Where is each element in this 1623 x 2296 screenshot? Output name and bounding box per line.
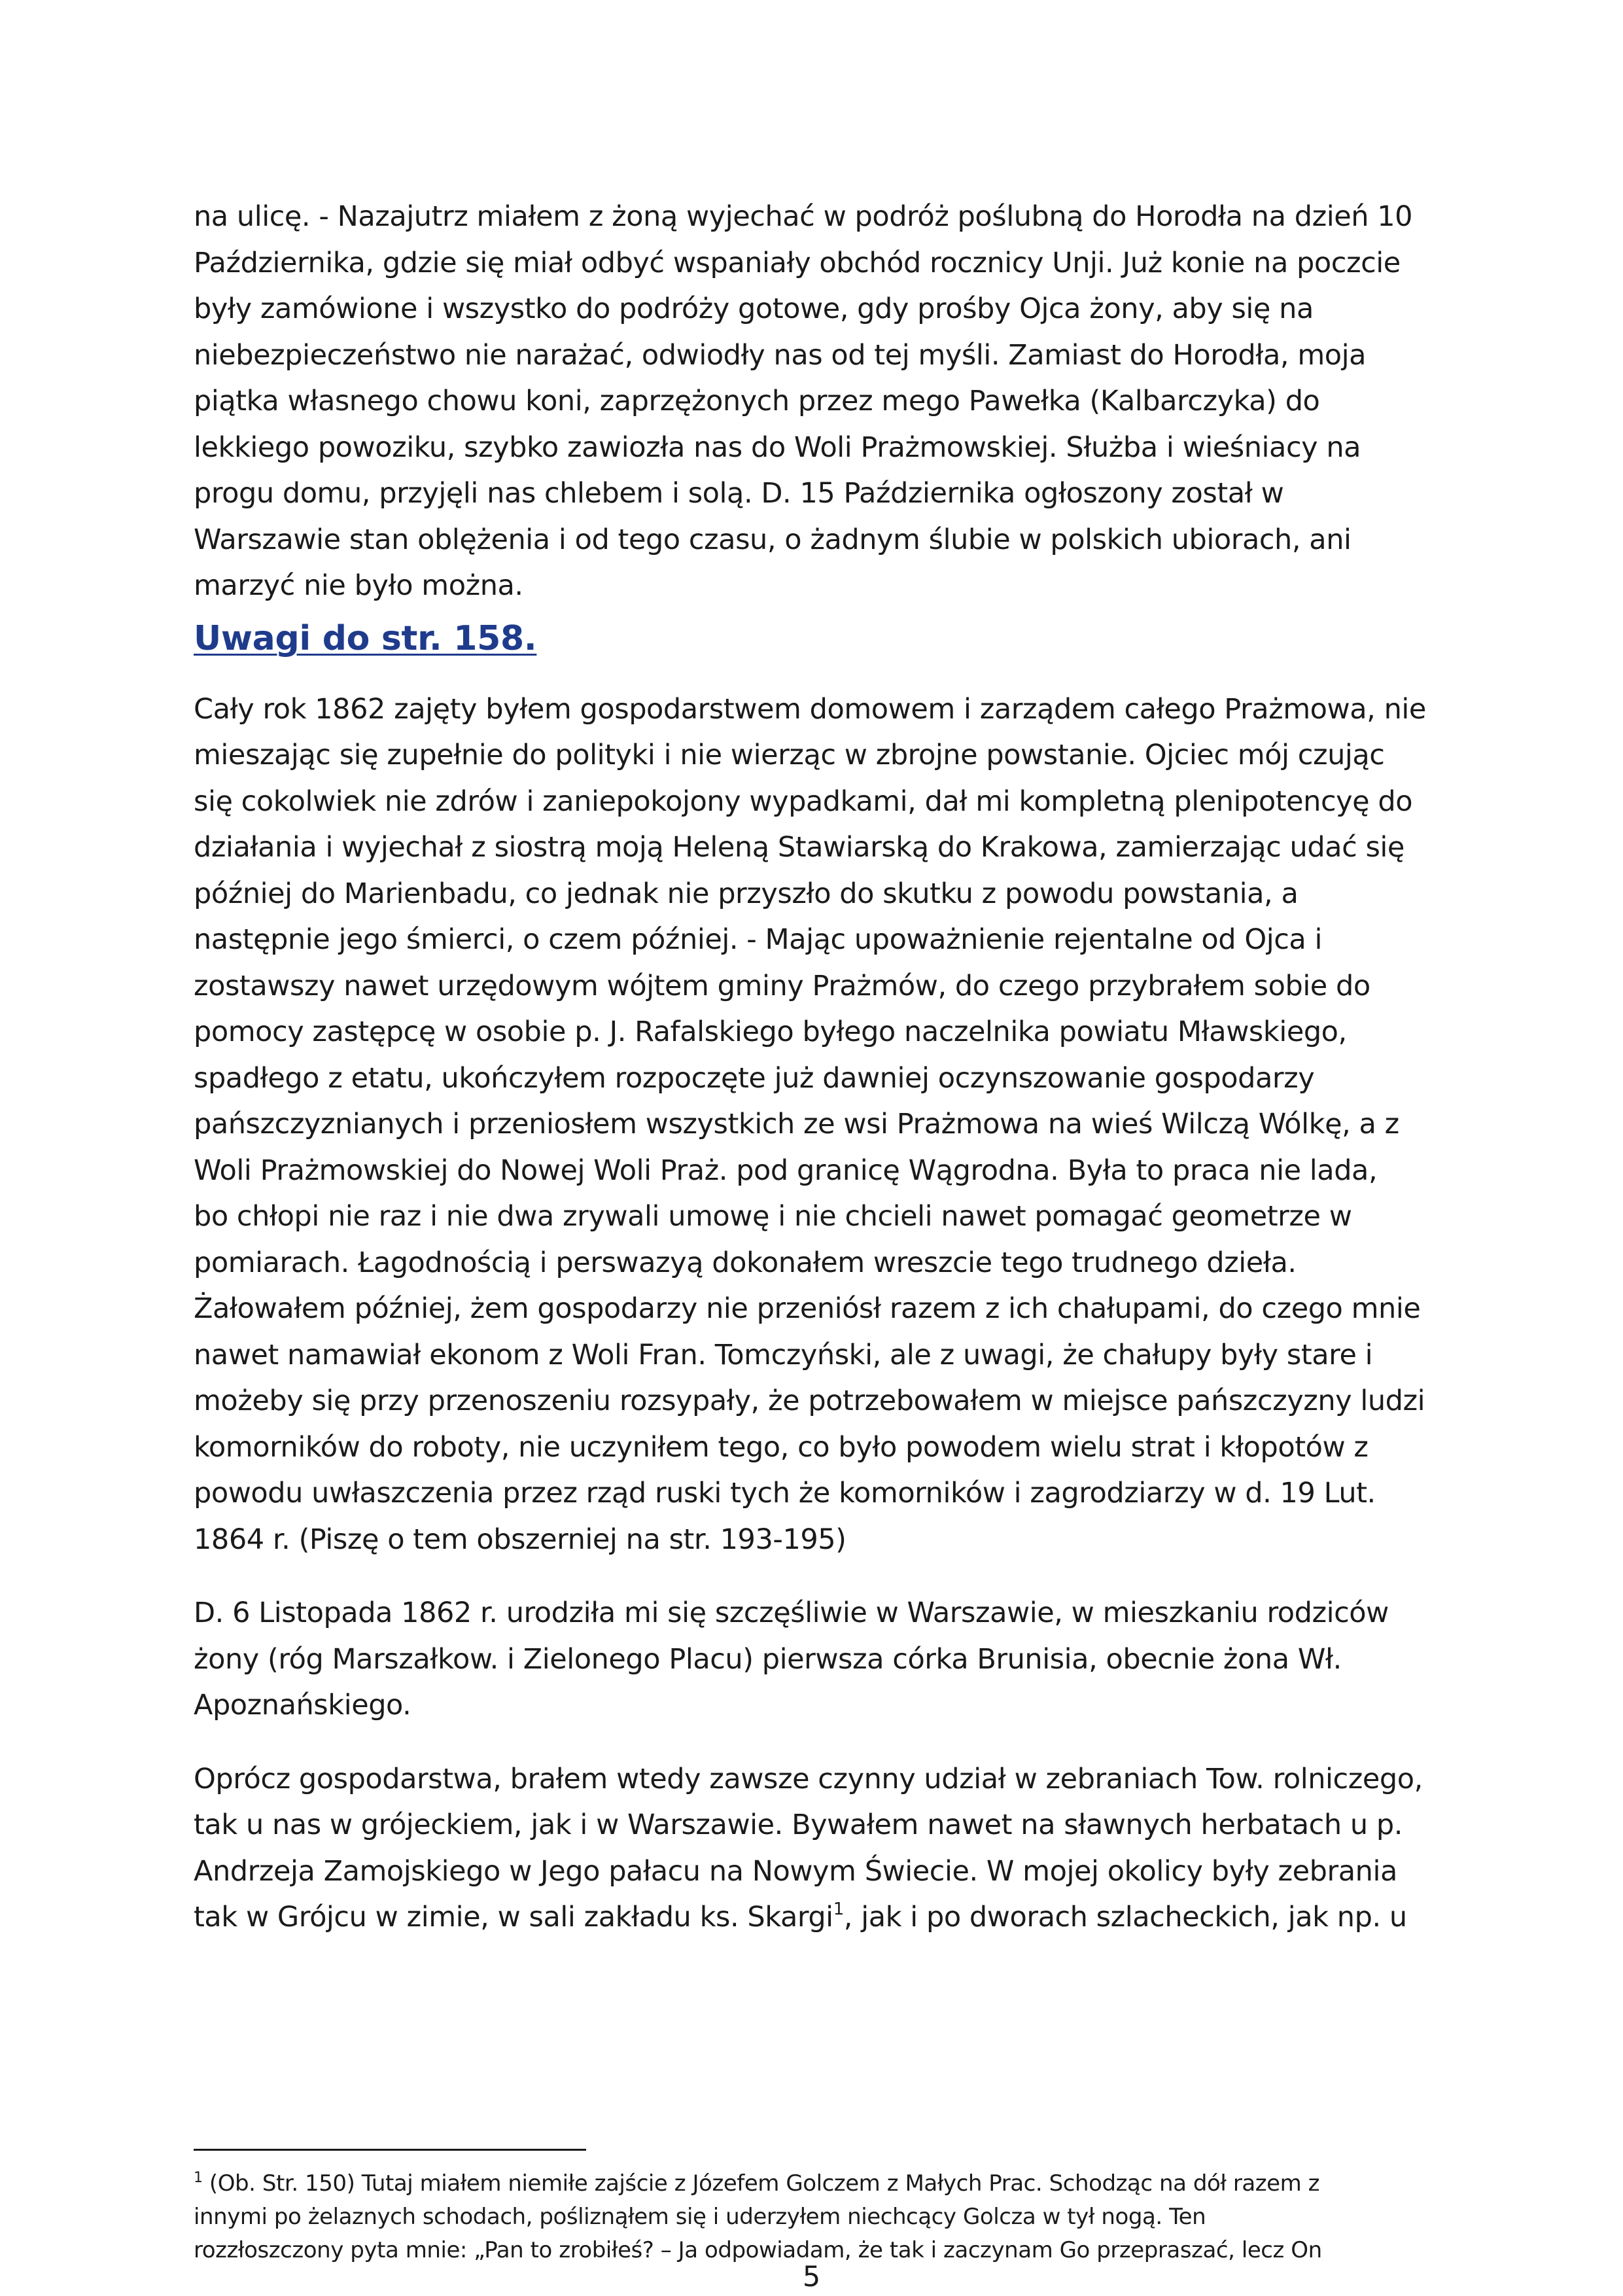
text-line: Cały rok 1862 zajęty byłem gospodarstwem domowem i zarządem całego Prażmowa, nie xyxy=(194,692,1426,726)
footnote-reference[interactable]: 1 xyxy=(833,1899,844,1919)
line-end: , jak i po dworach szlacheckich, jak np. u xyxy=(843,1901,1407,1934)
text-line: Woli Prażmowskiej do Nowej Woli Praż. pod granicę Wągrodna. Była to praca nie lada, xyxy=(194,1154,1378,1187)
text-line: Andrzeja Zamojskiego w Jego pałacu na Nowym Świecie. W mojej okolicy były zebrania xyxy=(194,1854,1397,1888)
text-line: marzyć nie było można. xyxy=(194,569,523,602)
paragraph-2 xyxy=(194,686,1437,1563)
text-line: lekkiego powoziku, szybko zawiozła nas do Woli Prażmowskiej. Służba i wieśniacy na xyxy=(194,431,1361,464)
footnote-line: rozzłoszczony pyta mnie: „Pan to zrobiłeś? – Ja odpowiadam, że tak i zaczynam Go przepraszać, lecz On xyxy=(194,2237,1322,2263)
text-line: bo chłopi nie raz i nie dwa zrywali umowę i nie chcieli nawet pomagać geometrze w xyxy=(194,1200,1352,1233)
text-line: się cokolwiek nie zdrów i zaniepokojony wypadkami, dał mi kompletną plenipotencyę do xyxy=(194,785,1413,818)
text-line: pomocy zastępcę w osobie p. J. Rafalskiego byłego naczelnika powiatu Mławskiego, xyxy=(194,1016,1347,1048)
section-heading-link[interactable]: Uwagi do str. 158. xyxy=(194,618,537,658)
text-line: piątka własnego chowu koni, zaprzężonych przez mego Pawełka (Kalbarczyka) do xyxy=(194,385,1320,417)
text-line: Warszawie stan oblężenia i od tego czasu, o żadnym ślubie w polskich ubiorach, ani xyxy=(194,523,1352,556)
footnote-line xyxy=(194,2167,1437,2200)
text-line: 1864 r. (Piszę o tem obszerniej na str. 193-195) xyxy=(194,1523,846,1556)
paragraph-3 xyxy=(194,1590,1437,1729)
text-line: na ulicę. - Nazajutrz miałem z żoną wyjechać w podróż poślubną do Horodła na dzień 10 xyxy=(194,200,1413,233)
text-line-with-footnote xyxy=(194,1894,1437,1941)
text-line: tak u nas w grójeckiem, jak i w Warszawie. Bywałem nawet na sławnych herbatach u p. xyxy=(194,1809,1403,1841)
text-line: zostawszy nawet urzędowym wójtem gminy Prażmów, do czego przybrałem sobie do xyxy=(194,969,1370,1002)
text-line: D. 6 Listopada 1862 r. urodziła mi się szczęśliwie w Warszawie, w mieszkaniu rodziców xyxy=(194,1597,1389,1629)
text-line: progu domu, przyjęli nas chlebem i solą. D. 15 Października ogłoszony został w xyxy=(194,477,1284,510)
text-line: powodu uwłaszczenia przez rząd ruski tych że komorników i zagrodziarzy w d. 19 Lut. xyxy=(194,1477,1376,1510)
text-line: następnie jego śmierci, o czem później. - Mając upoważnienie rejentalne od Ojca i xyxy=(194,923,1323,956)
paragraph-4 xyxy=(194,1756,1437,1941)
text-line: nawet namawiał ekonom z Woli Fran. Tomczyński, ale z uwagi, że chałupy były stare i xyxy=(194,1338,1373,1371)
text-line: niebezpieczeństwo nie narażać, odwiodły nas od tej myśli. Zamiast do Horodła, moja xyxy=(194,338,1367,372)
text-line: później do Marienbadu, co jednak nie przyszło do skutku z powodu powstania, a xyxy=(194,877,1299,910)
text-line: możeby się przy przenoszeniu rozsypały, że potrzebowałem w miejsce pańszczyzny ludzi xyxy=(194,1385,1425,1417)
text-line: spadłego z etatu, ukończyłem rozpoczęte już dawniej oczynszowanie gospodarzy xyxy=(194,1061,1315,1095)
text-line: Oprócz gospodarstwa, brałem wtedy zawsze czynny udział w zebraniach Tow. rolniczego, xyxy=(194,1762,1423,1795)
text-line: działania i wyjechał z siostrą moją Heleną Stawiarską do Krakowa, zamierzając udać się xyxy=(194,831,1405,864)
page-number: 5 xyxy=(802,2261,821,2293)
text-line: żony (róg Marszałkow. i Zielonego Placu) pierwsza córka Brunisia, obecnie żona Wł. xyxy=(194,1642,1342,1676)
text-line: pomiarach. Łagodnością i perswazyą dokonałem wreszcie tego trudnego dzieła. xyxy=(194,1246,1297,1279)
footnote-text: (Ob. Str. 150) Tutaj miałem niemiłe zajście z Józefem Golczem z Małych Prac. Schodząc na dół razem z xyxy=(202,2170,1320,2197)
line-start: tak w Grójcu w zimie, w sali zakładu ks. Skargi xyxy=(194,1901,833,1934)
footnote-separator xyxy=(194,2149,586,2151)
text-line: Apoznańskiego. xyxy=(194,1689,411,1722)
text-line: Żałowałem później, żem gospodarzy nie przeniósł razem z ich chałupami, do czego mnie xyxy=(194,1292,1421,1325)
paragraph-1 xyxy=(194,194,1437,609)
text-line: Października, gdzie się miał odbyć wspaniały obchód rocznicy Unji. Już konie na poczcie xyxy=(194,246,1401,279)
text-line: były zamówione i wszystko do podróży gotowe, gdy prośby Ojca żony, aby się na xyxy=(194,292,1314,325)
footnote-1 xyxy=(194,2167,1437,2267)
text-line: pańszczyznianych i przeniosłem wszystkich ze wsi Prażmowa na wieś Wilczą Wólkę, a z xyxy=(194,1108,1399,1140)
footnote-marker: 1 xyxy=(194,2170,203,2186)
text-line: mieszając się zupełnie do polityki i nie wierząc w zbrojne powstanie. Ojciec mój czując xyxy=(194,739,1385,771)
main-text xyxy=(194,194,1437,1941)
footnote-line: innymi po żelaznych schodach, pośliznąłem się i uderzyłem niechcący Golcza w tył nogą. Ten xyxy=(194,2204,1206,2230)
text-line: komorników do roboty, nie uczyniłem tego, co było powodem wielu strat i kłopotów z xyxy=(194,1430,1369,1464)
